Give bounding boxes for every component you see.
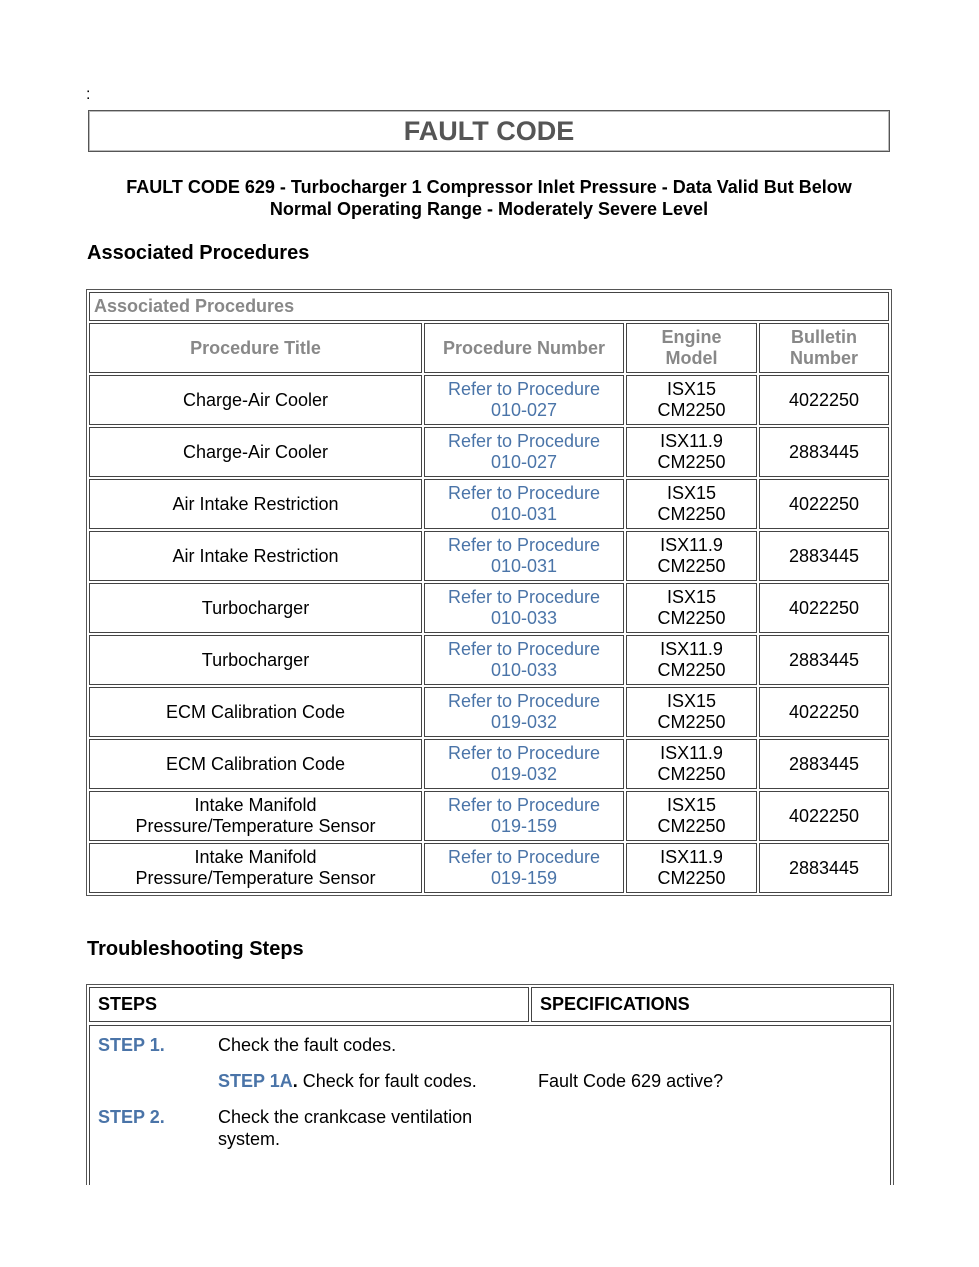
procedure-title-cell [89, 583, 422, 633]
engine-model-line2: CM2250 [657, 504, 726, 524]
procedure-link[interactable] [429, 483, 619, 525]
bulletin-number-cell: 2883445 [759, 427, 889, 477]
engine-model-line2: CM2250 [657, 556, 726, 576]
step-2-link[interactable]: STEP 2. [98, 1107, 165, 1127]
procedure-number-cell [424, 531, 624, 581]
procedure-link-number: 010-027 [490, 452, 558, 472]
engine-model-line2: CM2250 [657, 608, 726, 628]
procedure-link-text: Refer to Procedure [447, 587, 601, 607]
engine-model-cell [626, 375, 757, 425]
column-header-specifications: SPECIFICATIONS [531, 987, 891, 1022]
troubleshooting-header-row [89, 987, 891, 1022]
procedure-link-text: Refer to Procedure [447, 379, 601, 399]
engine-model-line2: CM2250 [657, 868, 726, 888]
table-row [89, 791, 889, 841]
procedure-link[interactable] [429, 743, 619, 785]
engine-model-line2: CM2250 [657, 816, 726, 836]
procedure-title-line1: Intake Manifold [194, 847, 317, 867]
engine-model-line1: ISX11.9 [660, 743, 723, 763]
engine-model-cell [626, 531, 757, 581]
table-row [89, 687, 889, 737]
procedure-link-text: Refer to Procedure [447, 743, 601, 763]
procedure-link-number: 019-159 [490, 816, 558, 836]
engine-model-cell [626, 687, 757, 737]
procedure-link-number: 019-032 [490, 764, 558, 784]
procedure-title-cell [89, 531, 422, 581]
procedure-title-line1: Turbocharger [201, 649, 310, 670]
step-1-text: Check the fault codes. [218, 1035, 397, 1055]
procedure-title-cell [89, 687, 422, 737]
procedure-link[interactable] [429, 431, 619, 473]
column-header-steps: STEPS [89, 987, 529, 1022]
procedure-link-text: Refer to Procedure [447, 431, 601, 451]
procedure-link-number: 010-031 [490, 556, 558, 576]
bulletin-number-cell: 2883445 [759, 739, 889, 789]
troubleshooting-body [89, 1025, 891, 1185]
fault-code-heading [88, 176, 890, 220]
bulletin-number-cell: 4022250 [759, 479, 889, 529]
engine-model-line2: CM2250 [657, 764, 726, 784]
engine-model-line1: ISX11.9 [660, 535, 723, 555]
engine-model-cell [626, 583, 757, 633]
procedure-title-line1: Charge-Air Cooler [182, 441, 329, 462]
engine-header-line1: Engine [661, 327, 722, 347]
engine-model-line1: ISX11.9 [660, 639, 723, 659]
procedure-link-number: 010-033 [490, 608, 558, 628]
procedure-title-cell [89, 427, 422, 477]
procedure-link-text: Refer to Procedure [447, 795, 601, 815]
engine-model-cell [626, 635, 757, 685]
bulletin-number-cell: 4022250 [759, 687, 889, 737]
engine-model-line2: CM2250 [657, 452, 726, 472]
engine-model-line2: CM2250 [657, 712, 726, 732]
engine-model-line2: CM2250 [657, 400, 726, 420]
procedure-link-number: 010-027 [490, 400, 558, 420]
procedure-title-line1: Turbocharger [201, 597, 310, 618]
engine-model-line1: ISX11.9 [660, 847, 723, 867]
procedure-link[interactable] [429, 379, 619, 421]
page-colon: : [86, 86, 91, 103]
procedure-number-cell [424, 635, 624, 685]
procedure-link-number: 010-033 [490, 660, 558, 680]
procedure-link[interactable] [429, 691, 619, 733]
step-2-text [218, 1106, 472, 1150]
procedure-link-text: Refer to Procedure [447, 483, 601, 503]
procedure-link-text: Refer to Procedure [447, 847, 601, 867]
procedure-title-cell [89, 375, 422, 425]
procedure-link[interactable] [429, 639, 619, 681]
procedure-link-text: Refer to Procedure [447, 639, 601, 659]
bulletin-number-cell: 2883445 [759, 635, 889, 685]
procedure-title-line1: ECM Calibration Code [165, 753, 346, 774]
table-caption: Associated Procedures [89, 292, 889, 321]
bulletin-number-cell: 2883445 [759, 843, 889, 893]
engine-model-line1: ISX15 [666, 795, 717, 815]
table-row [89, 739, 889, 789]
engine-model-line1: ISX15 [666, 379, 717, 399]
engine-model-line2: CM2250 [657, 660, 726, 680]
bulletin-number-cell: 2883445 [759, 531, 889, 581]
procedure-title-line1: Intake Manifold [194, 795, 317, 815]
procedure-title-line1: Charge-Air Cooler [182, 389, 329, 410]
procedure-link-number: 019-159 [490, 868, 558, 888]
step-2-text-line1: Check the crankcase ventilation [218, 1107, 473, 1127]
procedure-title-line1: Air Intake Restriction [172, 493, 339, 514]
procedure-link[interactable] [429, 587, 619, 629]
procedure-link-number: 019-032 [490, 712, 558, 732]
column-header-procedure-number: Procedure Number [424, 323, 624, 373]
step-1a-dot: . [292, 1071, 298, 1091]
table-row [89, 427, 889, 477]
procedure-number-cell [424, 791, 624, 841]
procedure-link[interactable] [429, 847, 619, 889]
engine-model-cell [626, 791, 757, 841]
procedure-title-line1: ECM Calibration Code [165, 701, 346, 722]
engine-model-cell [626, 739, 757, 789]
associated-procedures-heading: Associated Procedures [87, 242, 310, 264]
engine-model-line1: ISX15 [666, 691, 717, 711]
procedure-number-cell [424, 375, 624, 425]
table-row [89, 531, 889, 581]
bulletin-header-line2: Number [789, 348, 858, 368]
bulletin-number-cell: 4022250 [759, 583, 889, 633]
procedure-link-text: Refer to Procedure [447, 691, 601, 711]
procedure-link-text: Refer to Procedure [447, 535, 601, 555]
bulletin-number-cell: 4022250 [759, 791, 889, 841]
procedure-title-cell [89, 635, 422, 685]
step-1a-specification: Fault Code 629 active? [538, 1071, 724, 1091]
procedure-title-line1: Air Intake Restriction [172, 545, 339, 566]
engine-model-line1: ISX11.9 [660, 431, 723, 451]
step-1a-link[interactable]: STEP 1A [218, 1071, 293, 1091]
table-row [89, 375, 889, 425]
engine-model-line1: ISX15 [666, 483, 717, 503]
procedure-number-cell [424, 739, 624, 789]
engine-model-cell [626, 843, 757, 893]
table-row [89, 635, 889, 685]
procedure-title-cell [89, 739, 422, 789]
procedure-title-cell [89, 843, 422, 893]
step-1a-text: Check for fault codes. [297, 1071, 477, 1091]
procedure-number-cell [424, 687, 624, 737]
engine-header-line2: Model [665, 348, 718, 368]
bulletin-header-line1: Bulletin [791, 327, 857, 347]
procedure-link[interactable] [429, 795, 619, 837]
step-1-link[interactable]: STEP 1. [98, 1035, 165, 1055]
procedure-title-line2: Pressure/Temperature Sensor [135, 868, 376, 888]
procedure-link-number: 010-031 [490, 504, 558, 524]
page-title: FAULT CODE [88, 110, 890, 152]
engine-model-line1: ISX15 [666, 587, 717, 607]
column-header-engine-model [626, 323, 757, 373]
table-row [89, 843, 889, 893]
column-header-procedure-title: Procedure Title [89, 323, 422, 373]
procedure-number-cell [424, 427, 624, 477]
procedure-link[interactable] [429, 535, 619, 577]
bulletin-number-cell: 4022250 [759, 375, 889, 425]
fault-code-heading-line1: FAULT CODE 629 - Turbocharger 1 Compressor Inlet Pressure - Data Valid But Below [126, 177, 852, 197]
fault-code-heading-line2: Normal Operating Range - Moderately Severe Level [269, 199, 709, 219]
procedure-title-cell [89, 791, 422, 841]
engine-model-cell [626, 427, 757, 477]
troubleshooting-steps-heading: Troubleshooting Steps [87, 938, 304, 960]
table-row [89, 583, 889, 633]
procedure-title-cell [89, 479, 422, 529]
associated-procedures-table [86, 289, 892, 896]
table-row [89, 479, 889, 529]
step-2-text-line2: system. [218, 1129, 281, 1149]
procedure-number-cell [424, 583, 624, 633]
troubleshooting-table [86, 984, 894, 1185]
engine-model-cell [626, 479, 757, 529]
column-header-bulletin-number [759, 323, 889, 373]
procedure-number-cell [424, 843, 624, 893]
procedure-number-cell [424, 479, 624, 529]
step-1a-line [218, 1070, 477, 1092]
procedure-title-line2: Pressure/Temperature Sensor [135, 816, 376, 836]
